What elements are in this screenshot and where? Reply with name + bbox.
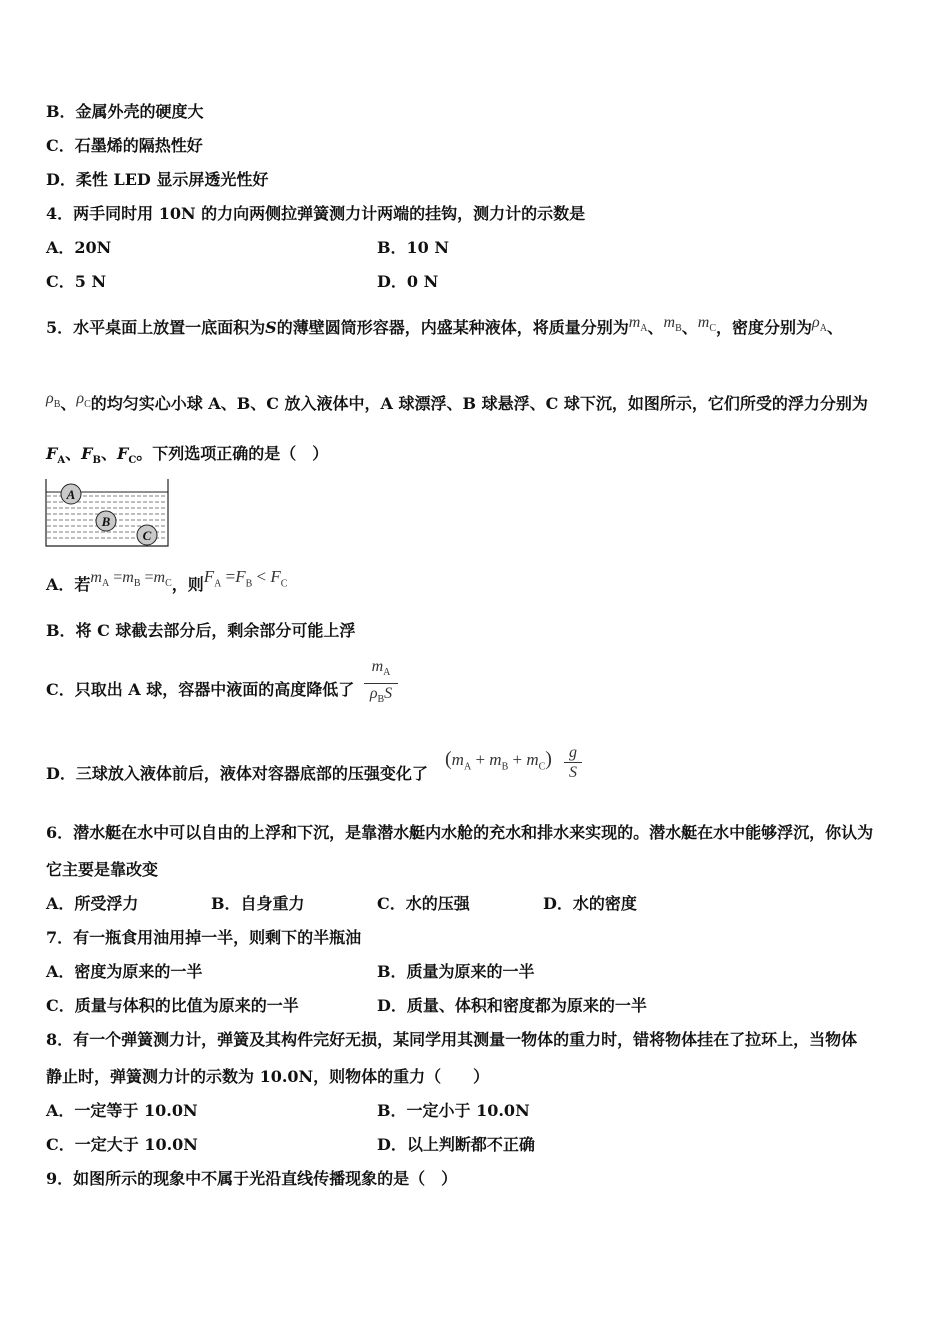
q8-option-d: D．以上判断都不正确 xyxy=(377,1135,535,1154)
q3-option-c: C．石墨烯的隔热性好 xyxy=(46,136,203,155)
q6-stem-line1: 6．潜水艇在水中可以自由的上浮和下沉，是靠潜水艇内水舱的充水和排水来实现的。潜水艇在水中能够浮沉，你认为 xyxy=(46,823,874,842)
q8-option-c: C．一定大于 10.0N xyxy=(46,1135,198,1154)
ball-b xyxy=(96,511,116,531)
q5-option-c: C．只取出 A 球，容器中液面的高度降低了 xyxy=(46,680,355,699)
q4-option-c: C．5 N xyxy=(46,272,107,291)
q6-option-c: C．水的压强 xyxy=(377,894,470,913)
q4-option-a: A．20N xyxy=(46,238,112,257)
q7-option-b: B．质量为原来的一半 xyxy=(377,962,535,981)
q5-option-d-fraction: $\frac{g}{S}$ xyxy=(564,743,582,782)
q4-option-b: B．10 N xyxy=(377,238,449,257)
q6-option-a: A．所受浮力 xyxy=(46,894,139,913)
q7-option-d: D．质量、体积和密度都为原来的一半 xyxy=(377,996,647,1015)
q6-option-d: D．水的密度 xyxy=(543,894,637,913)
q5-stem-line2: $\rho_B$、$\rho_C$的均匀实心小球 A、B、C 放入液体中，A 球漂浮、B 球悬浮、C 球下沉，如图所示，它们所受的浮力分别为 xyxy=(46,390,868,413)
ball-a xyxy=(61,484,81,504)
q8-option-b: B．一定小于 10.0N xyxy=(377,1101,530,1120)
q5-option-b: B．将 C 球截去部分后，剩余部分可能上浮 xyxy=(46,621,356,640)
q7-option-a: A．密度为原来的一半 xyxy=(46,962,203,981)
q6-option-b: B．自身重力 xyxy=(211,894,305,913)
q5-option-d: D．三球放入液体前后，液体对容器底部的压强变化了 xyxy=(46,764,428,783)
q8-stem-line2: 静止时，弹簧测力计的示数为 10.0N，则物体的重力（ ） xyxy=(46,1067,490,1086)
q5-stem-line3: $F_A$、$F_B$、$F_C$。下列选项正确的是（ ） xyxy=(46,444,329,467)
ball-b-label: B xyxy=(101,514,111,529)
q4-option-d: D．0 N xyxy=(377,272,439,291)
q5-container-figure xyxy=(44,478,172,548)
q8-stem-line1: 8．有一个弹簧测力计，弹簧及其构件完好无损，某同学用其测量一物体的重力时，错将物体挂在了拉环上，当物体 xyxy=(46,1030,858,1049)
q8-option-a: A．一定等于 10.0N xyxy=(46,1101,198,1120)
ball-a-label: A xyxy=(66,487,76,502)
q7-option-c: C．质量与体积的比值为原来的一半 xyxy=(46,996,299,1015)
q5-option-a: A．若$m_A =m_B =m_C$，则$F_A =F_B < F_C$ xyxy=(46,567,288,594)
ball-c-label: C xyxy=(142,528,152,543)
q5-option-c-fraction: $m_A$ $\rho_BS$ xyxy=(364,657,398,710)
q6-stem-line2: 它主要是靠改变 xyxy=(46,860,159,879)
ball-c xyxy=(137,525,157,545)
q3-option-d: D．柔性 LED 显示屏透光性好 xyxy=(46,170,269,189)
q7-stem: 7．有一瓶食用油用掉一半，则剩下的半瓶油 xyxy=(46,928,362,947)
q9-stem: 9．如图所示的现象中不属于光沿直线传播现象的是（ ） xyxy=(46,1169,458,1188)
q3-option-b: B．金属外壳的硬度大 xyxy=(46,102,204,121)
q4-stem: 4．两手同时用 10N 的力向两侧拉弹簧测力计两端的挂钩，测力计的示数是 xyxy=(46,204,586,223)
q5-option-d-formula: $(m_A + m_B + m_C)$ xyxy=(445,748,552,773)
q5-stem-line1: 5．水平桌面上放置一底面积为S的薄壁圆筒形容器，内盛某种液体，将质量分别为$m_A$、$m_B$、$m_C$，密度分别为$\rho_A$、 xyxy=(46,314,843,337)
